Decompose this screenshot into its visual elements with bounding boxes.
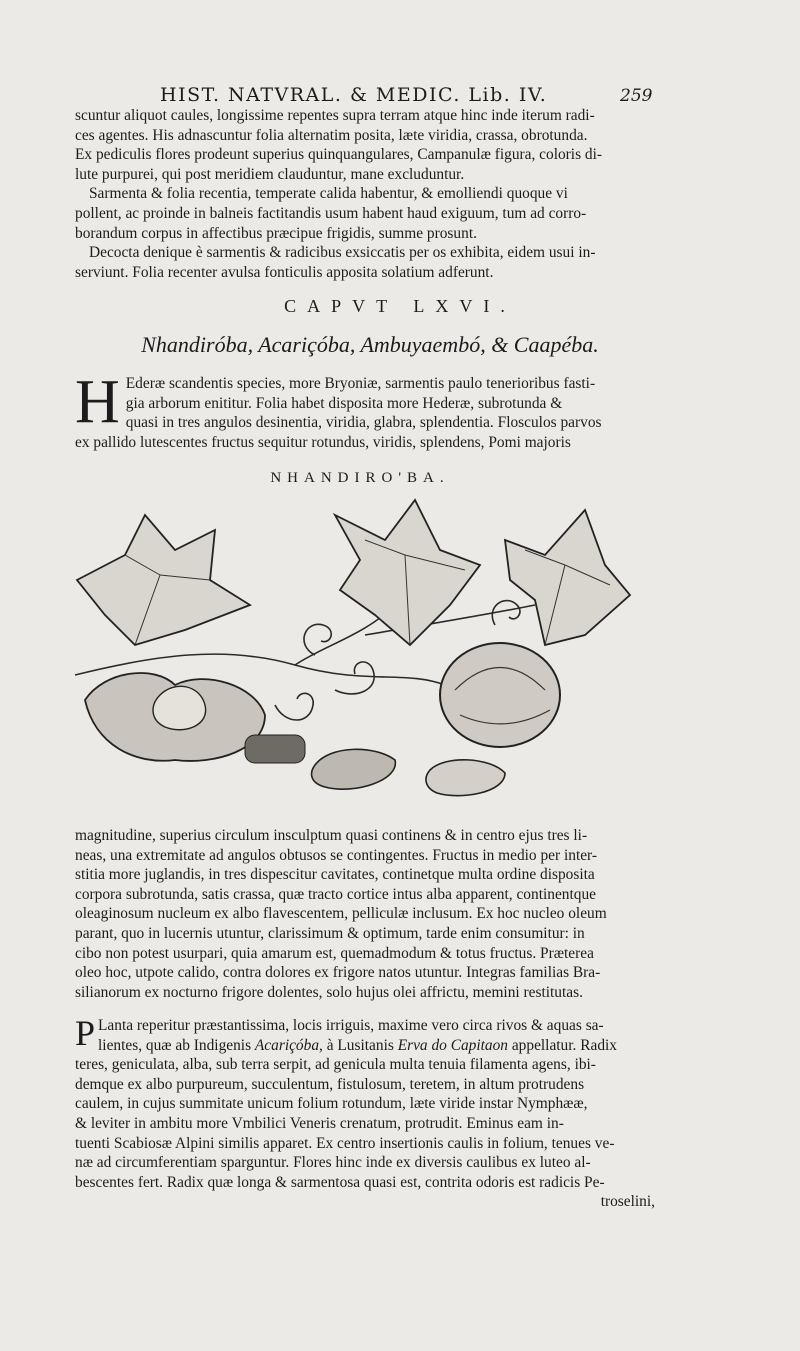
text-line: Lanta reperitur præstantissima, locis irriguis, maxime vero circa rivos & aquas sa- [98,1017,604,1034]
plant-name: Acariçóba [254,1036,320,1054]
text-line: cibo non potest usurpari, quia amarum est, quemadmodum & totus fructus. Præterea [75,944,594,962]
text-line: demque ex albo purpureum, succulentum, fistulosum, teretem, in altum protrudens [75,1075,585,1093]
text-line: Ex pediculis flores prodeunt superius quinquangulares, Campanulæ figura, coloris di- [75,146,603,164]
page-number: 259 [620,86,653,106]
text-line: parant, quo in lucernis utuntur, clarissimum & optimum, tarde enim consumitur: in [75,924,585,942]
text-line: corpora subrotunda, satis crassa, quæ tracto cortice intus alba apparent, continentque [75,885,596,903]
text-line: scuntur aliquot caules, longissime repentes supra terram atque hinc inde iterum radi- [75,107,595,124]
text-line: caulem, in cujus summitate unicum folium rotundum, læte viride instar Nymphææ, [75,1095,588,1113]
text-line: borandum corpus in affectibus præcipue frigidis, summe prosunt. [75,224,477,242]
text-line: silianorum ex nocturno frigore dolentes, solo hujus olei affrictu, memini restitutas. [75,983,583,1001]
plant-name: Erva do Capitaon [397,1036,508,1054]
text-segment: lientes, quæ ab Indigenis [98,1036,255,1054]
text-line: næ ad circumferentiam sparguntur. Flores hinc inde ex diversis caulibus ex luteo al- [75,1154,591,1172]
running-title: HIST. NATVRAL. & MEDIC. Lib. IV. [160,84,548,106]
chapter-subtitle: Nhandiróba, Acariçóba, Ambuyaembó, & Caapéba. [141,332,599,357]
acaricoba-block [75,1013,655,1212]
text-line: teres, geniculata, alba, sub terra serpit, ad genicula multa tenuia filamenta agens, ibi- [75,1056,596,1074]
text-line: magnitudine, superius circulum insculptum quasi continens & in centro ejus tres li- [75,827,588,844]
text-segment: , à Lusitanis [319,1036,398,1054]
text-line: oleaginosum nucleum ex albo flavescentem, pelliculæ inclusum. Ex hoc nucleo oleum [75,905,607,923]
chapter-intro-block [75,368,655,452]
text-line [75,1036,655,1056]
text-line: pollent, ac proinde in balneis factitandis usum habent haud exiguum, tum ad corro- [75,204,587,222]
text-line: lute purpurei, qui post meridiem clauduntur, mane excluduntur. [75,165,465,183]
text-line: Sarmenta & folia recentia, temperate calida habentur, & emolliendi quoque vi [89,185,568,203]
chapter-heading: CAPVT LXVI. [284,296,516,316]
drop-cap: H [75,368,120,436]
text-line: ces agentes. His adnascuntur folia alternatim posita, læte viridia, crassa, obrotunda. [75,126,588,144]
top-text-block [75,106,655,282]
fruit-description-block [75,826,655,1002]
text-line: oleo hoc, utpote calido, contra dolores ex frigore natos utuntur. Integras familias Bra- [75,964,601,982]
text-line: tuenti Scabiosæ Alpini similis apparet. Ex centro insertionis caulis in folium, tenues ve- [75,1134,615,1152]
plant-woodcut-illustration [65,495,645,815]
text-line: quasi in tres angulos desinentia, viridia, glabra, splendentia. Flosculos parvos [125,414,602,432]
drop-cap: P [75,1013,96,1053]
text-line: serviunt. Folia recenter avulsa fonticulis apposita solatium adferunt. [75,263,494,281]
text-line: stitia more juglandis, in tres dispescitur cavitates, continetque multa ordine disposita [75,866,595,884]
text-line: & leviter in ambitu more Vmbilici Veneris crenatum, protrudit. Eminus eam in- [75,1114,564,1132]
text-line: gia arborum enititur. Folia habet disposita more Hederæ, subrotunda & [125,394,563,412]
text-line: ex pallido lutescentes fructus sequitur rotundus, viridis, splendens, Pomi majoris [75,433,571,451]
text-line: Decocta denique è sarmentis & radicibus exsiccatis per os exhibita, eidem usui in- [89,244,596,262]
illustration-caption: NHANDIRO'BA. [270,470,450,486]
text-line: bescentes fert. Radix quæ longa & sarmentosa quasi est, contrita odoris est radicis Pe- [75,1173,605,1191]
text-segment: appellatur. Radix [508,1036,617,1054]
text-line: Ederæ scandentis species, more Bryoniæ, sarmentis paulo tenerioribus fasti- [125,375,596,392]
text-line: troselini, [600,1193,655,1211]
text-line: neas, una extremitate ad angulos obtusos se contingentes. Fructus in medio per inter- [75,846,597,864]
